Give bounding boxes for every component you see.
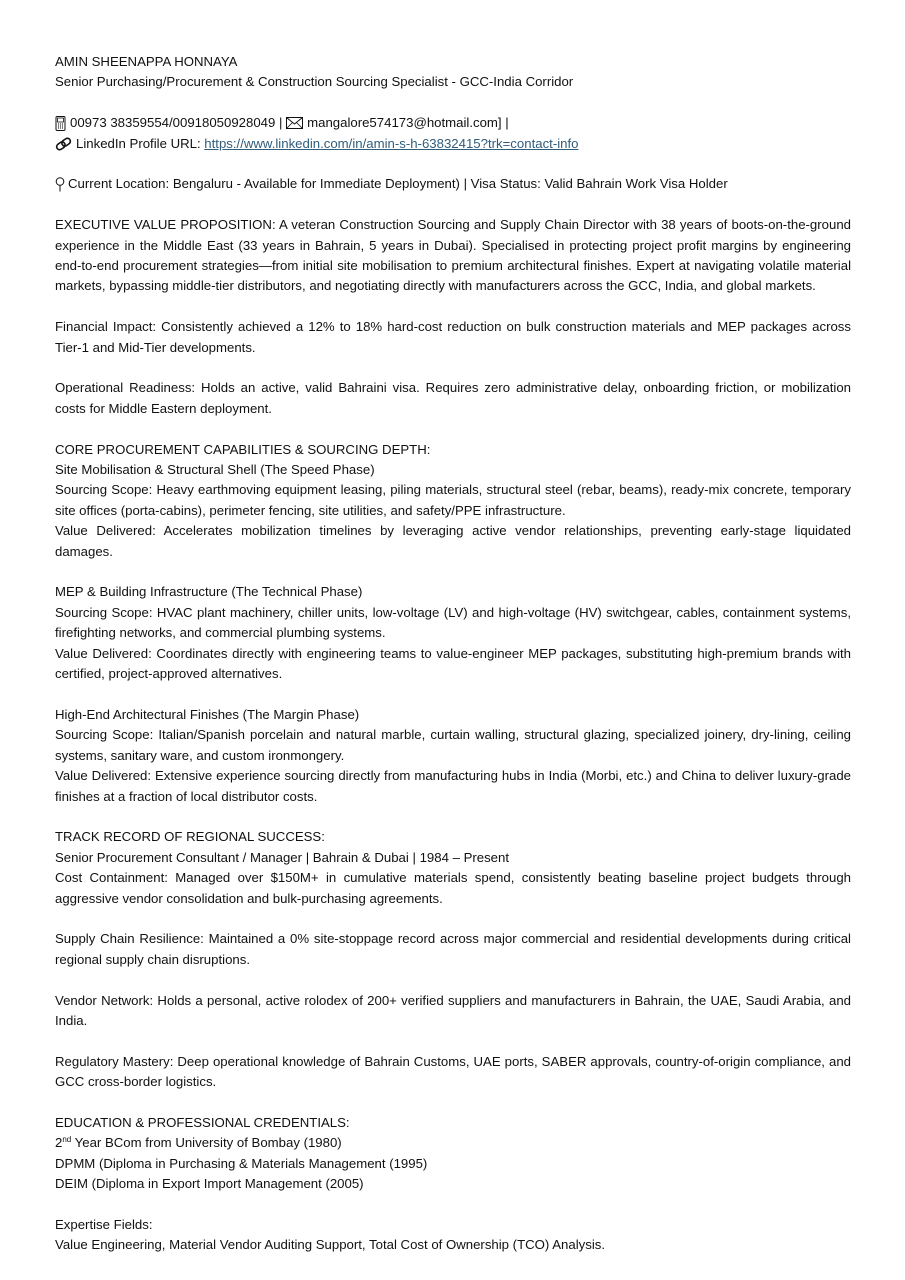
envelope-icon — [286, 117, 303, 129]
regulatory-mastery: Regulatory Mastery: Deep operational knowledge of Bahrain Customs, UAE ports, SABER approvals, country-of-origin compliance, and GCC cross-border logistics. — [55, 1053, 851, 1090]
phone-number: 00973 38359554/00918050928049 — [70, 115, 276, 131]
location-pin-icon — [55, 177, 65, 192]
phase-title: High-End Architectural Finishes (The Margin Phase) — [55, 706, 360, 722]
executive-value-proposition: EXECUTIVE VALUE PROPOSITION: A veteran Construction Sourcing and Supply Chain Director with 38 years of boots-on-the-ground experience in the Middle East (33 years in Bahrain, 5 years in Dubai). Specialised in protecting project profit margins by engineering end-to-end procurement strategies—from initial site mobilisation to premium architectural finishes. Expert at navigating volatile material markets, bypassing middle-tier distributors, and negotiating directly with manufacturers across the GCC, India, and global markets. — [55, 217, 851, 294]
location-text: Current Location: Bengaluru - Available for Immediate Deployment) | Visa Status: Valid Bahrain Work Visa Holder — [68, 176, 728, 192]
candidate-title: Senior Purchasing/Procurement & Construction Sourcing Specialist - GCC-India Corridor — [55, 74, 574, 90]
chain-link-icon — [55, 137, 72, 151]
linkedin-label: LinkedIn Profile URL: — [76, 135, 205, 151]
email-address: mangalore574173@hotmail.com] — [307, 115, 502, 131]
contact-line — [55, 113, 851, 133]
location-line — [55, 174, 851, 194]
phase-title: MEP & Building Infrastructure (The Technical Phase) — [55, 584, 363, 600]
expertise-heading: Expertise Fields: — [55, 1216, 153, 1232]
candidate-name: AMIN SHEENAPPA HONNAYA — [55, 54, 238, 69]
phone-icon — [55, 116, 66, 131]
education-item-deim: DEIM (Diploma in Export Import Management (2005) — [55, 1176, 364, 1192]
expertise-fields: Value Engineering, Material Vendor Auditing Support, Total Cost of Ownership (TCO) Analysis. — [55, 1237, 606, 1253]
phase-scope: Sourcing Scope: Italian/Spanish porcelain and natural marble, curtain walling, structural glazing, specialized joinery, dry-lining, ceiling systems, sanitary ware, and custom ironmongery. — [55, 727, 851, 763]
phase-scope: Sourcing Scope: Heavy earthmoving equipment leasing, piling materials, structural steel (rebar, beams), ready-mix concrete, temporary site offices (porta-cabins), perimeter fencing, site utilities, and safety/PPE infrastructure. — [55, 482, 851, 518]
linkedin-profile-link[interactable]: https://www.linkedin.com/in/amin-s-h-63832415?trk=contact-info — [204, 135, 579, 151]
separator: | — [501, 115, 509, 131]
phase-value: Value Delivered: Extensive experience sourcing directly from manufacturing hubs in India (Morbi, etc.) and China to deliver luxury-grade finishes at a fraction of local distributor costs. — [55, 768, 851, 804]
phase-value: Value Delivered: Coordinates directly with engineering teams to value-engineer MEP packages, substituting high-premium brands with certified, project-approved alternatives. — [55, 645, 851, 682]
phase-value: Value Delivered: Accelerates mobilization timelines by leveraging active vendor relationships, preventing early-stage liquidated damages. — [55, 523, 851, 559]
capabilities-heading: CORE PROCUREMENT CAPABILITIES & SOURCING DEPTH: — [55, 441, 431, 457]
supply-chain-resilience: Supply Chain Resilience: Maintained a 0% site-stoppage record across major commercial and residential developments during critical regional supply chain disruptions. — [55, 931, 851, 967]
education-item-dpmm: DPMM (Diploma in Purchasing & Materials Management (1995) — [55, 1155, 428, 1171]
education-item-bcom: 2nd Year BCom from University of Bombay (1980) — [55, 1135, 342, 1151]
cost-containment: Cost Containment: Managed over $150M+ in cumulative materials spend, consistently beating baseline project budgets through aggressive vendor consolidation and bulk-purchasing agreements. — [55, 870, 851, 906]
education-heading: EDUCATION & PROFESSIONAL CREDENTIALS: — [55, 1114, 350, 1130]
separator: | — [275, 115, 287, 131]
resume-document — [55, 52, 851, 1256]
linkedin-line — [55, 134, 851, 154]
operational-readiness: Operational Readiness: Holds an active, valid Bahraini visa. Requires zero administrative delay, onboarding friction, or mobilization costs for Middle Eastern deployment. — [55, 380, 851, 416]
phase-scope: Sourcing Scope: HVAC plant machinery, chiller units, low-voltage (LV) and high-voltage (HV) switchgear, cables, containment systems, firefighting networks, and commercial plumbing systems. — [55, 604, 851, 641]
role-line: Senior Procurement Consultant / Manager | Bahrain & Dubai | 1984 – Present — [55, 849, 510, 865]
financial-impact: Financial Impact: Consistently achieved a 12% to 18% hard-cost reduction on bulk construction materials and MEP packages across Tier-1 and Mid-Tier developments. — [55, 319, 851, 355]
vendor-network: Vendor Network: Holds a personal, active rolodex of 200+ verified suppliers and manufacturers in Bahrain, the UAE, Saudi Arabia, and India. — [55, 992, 851, 1028]
phase-title: Site Mobilisation & Structural Shell (The Speed Phase) — [55, 462, 375, 478]
track-record-heading: TRACK RECORD OF REGIONAL SUCCESS: — [55, 829, 325, 845]
